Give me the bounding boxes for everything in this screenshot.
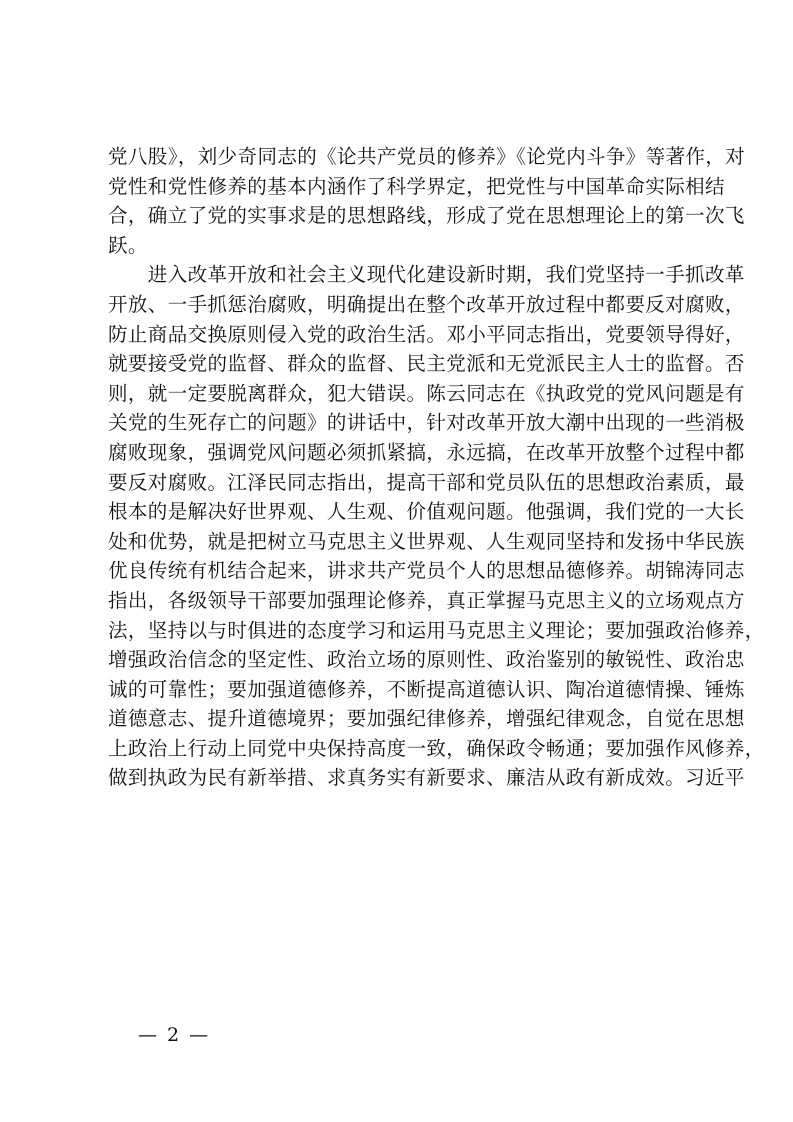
text-line: 处和优势，就是把树立马克思主义世界观、人生观同坚持和发扬中华民族 bbox=[108, 529, 745, 553]
text-line: 跃。 bbox=[108, 233, 148, 257]
text-line: 诚的可靠性；要加强道德修养，不断提高道德认识、陶冶道德情操、锤炼 bbox=[108, 677, 745, 701]
text-line: 做到执政为民有新举措、求真务实有新要求、廉洁从政有新成效。习近平 bbox=[108, 766, 745, 790]
text-line: 道德意志、提升道德境界；要加强纪律修养，增强纪律观念，自觉在思想 bbox=[108, 707, 745, 731]
paragraph-2 bbox=[108, 260, 765, 793]
body-text bbox=[108, 142, 765, 793]
text-line: 增强政治信念的坚定性、政治立场的原则性、政治鉴别的敏锐性、政治忠 bbox=[108, 648, 745, 672]
text-line: 党性和党性修养的基本内涵作了科学界定，把党性与中国革命实际相结 bbox=[108, 174, 725, 198]
text-line: 则，就一定要脱离群众，犯大错误。陈云同志在《执政党的党风问题是有 bbox=[108, 381, 745, 405]
text-line: 合，确立了党的实事求是的思想路线，形成了党在思想理论上的第一次飞 bbox=[108, 204, 745, 228]
text-line: 法，坚持以与时俱进的态度学习和运用马克思主义理论；要加强政治修养， bbox=[108, 618, 765, 642]
text-line: 进入改革开放和社会主义现代化建设新时期，我们党坚持一手抓改革 bbox=[108, 263, 745, 287]
text-line: 党八股》，刘少奇同志的《论共产党员的修养》《论党内斗争》等著作，对 bbox=[108, 145, 746, 168]
text-line: 腐败现象，强调党风问题必须抓紧搞，永远搞，在改革开放整个过程中都 bbox=[108, 440, 745, 464]
page-number: — 2 — bbox=[138, 1024, 211, 1046]
text-line: 就要接受党的监督、群众的监督、民主党派和无党派民主人士的监督。否 bbox=[108, 352, 745, 376]
text-line: 关党的生死存亡的问题》的讲话中，针对改革开放大潮中出现的一些消极 bbox=[108, 411, 745, 435]
text-line: 要反对腐败。江泽民同志指出，提高干部和党员队伍的思想政治素质，最 bbox=[108, 470, 745, 494]
text-line: 指出，各级领导干部要加强理论修养，真正掌握马克思主义的立场观点方 bbox=[108, 588, 745, 612]
paragraph-1 bbox=[108, 142, 746, 260]
text-line: 防止商品交换原则侵入党的政治生活。邓小平同志指出，党要领导得好， bbox=[108, 322, 745, 346]
text-line: 根本的是解决好世界观、人生观、价值观问题。他强调，我们党的一大长 bbox=[108, 500, 745, 524]
text-line: 上政治上行动上同党中央保持高度一致，确保政令畅通；要加强作风修养， bbox=[108, 736, 765, 760]
text-line: 优良传统有机结合起来，讲求共产党员个人的思想品德修养。胡锦涛同志 bbox=[108, 559, 745, 583]
text-line: 开放、一手抓惩治腐败，明确提出在整个改革开放过程中都要反对腐败， bbox=[108, 292, 745, 316]
